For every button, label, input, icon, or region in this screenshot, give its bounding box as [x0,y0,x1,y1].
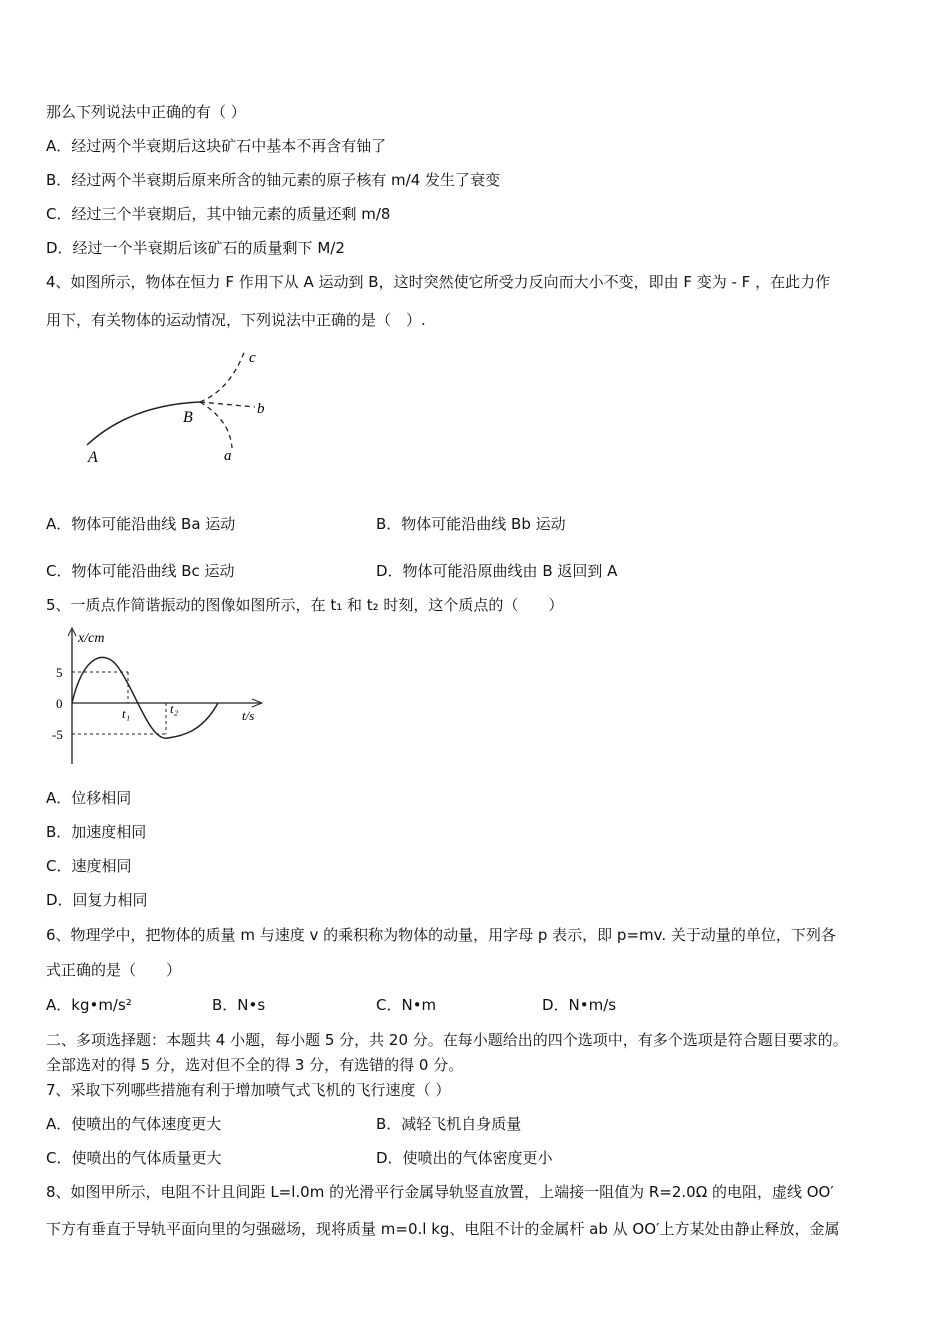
q4-option-a: A．物体可能沿曲线 Ba 运动 [46,515,236,533]
q3-option-a: A．经过两个半衰期后这块矿石中基本不再含有铀了 [46,137,387,155]
label-a-curve: a [224,448,232,464]
q6-option-b: B．N•s [212,996,266,1014]
q4-option-c: C．物体可能沿曲线 Bc 运动 [46,562,235,580]
q6-option-c: C．N•m [376,996,437,1014]
q5-option-c: C．速度相同 [46,857,132,875]
tick-t1: t₁ [122,706,131,721]
label-c-curve: c [249,350,256,366]
q7-stem: 7、采取下列哪些措施有利于增加喷气式飞机的飞行速度（ ） [46,1081,451,1099]
q3-option-c: C．经过三个半衰期后，其中铀元素的质量还剩 m/8 [46,205,391,223]
q3-option-b: B．经过两个半衰期后原来所含的铀元素的原子核有 m/4 发生了衰变 [46,171,501,189]
q6-stem-line1: 6、物理学中，把物体的质量 m 与速度 v 的乘积称为物体的动量，用字母 p 表示，即 p=mv. 关于动量的单位，下列各 [46,926,836,944]
q7-option-c: C．使喷出的气体质量更大 [46,1149,222,1167]
tick-5: 5 [56,665,63,680]
q3-stem: 那么下列说法中正确的有（ ） [46,103,246,121]
q7-option-b: B．减轻飞机自身质量 [376,1115,522,1133]
q5-option-a: A．位移相同 [46,789,132,807]
q4-stem-line2: 用下，有关物体的运动情况，下列说法中正确的是（ ）. [46,311,426,329]
label-b-point: B [183,409,193,426]
tick-0: 0 [56,696,63,711]
x-axis-label: t/s [242,708,255,723]
tick-t2: t₂ [170,701,179,716]
sine-curve [72,657,218,738]
curve-bc [200,350,245,402]
q4-option-b: B．物体可能沿曲线 Bb 运动 [376,515,566,533]
q5-oscillation-graph [50,622,280,767]
q8-stem-line1: 8、如图甲所示，电阻不计且间距 L=l.0m 的光滑平行金属导轨竖直放置，上端接一阻值为 R=2.0Ω 的电阻，虚线 OO′ [46,1183,834,1201]
q8-stem-line2: 下方有垂直于导轨平面向里的匀强磁场，现将质量 m=0.l kg、电阻不计的金属杆 ab 从 OO′上方某处由静止释放，金属 [46,1220,840,1238]
section2-instructions-line2: 全部选对的得 5 分，选对但不全的得 3 分，有选错的得 0 分。 [46,1056,464,1074]
q4-stem-line1: 4、如图所示，物体在恒力 F 作用下从 A 运动到 B，这时突然使它所受力反向而大小不变，即由 F 变为 - F ，在此力作 [46,273,831,291]
q6-stem-line2: 式正确的是（ ） [46,961,182,979]
q5-option-b: B．加速度相同 [46,823,147,841]
q4-option-d: D．物体可能沿原曲线由 B 返回到 A [376,562,618,580]
y-axis-label: x/cm [78,631,105,646]
q5-option-d: D．回复力相同 [46,891,148,909]
q6-option-d: D．N•m/s [542,996,617,1014]
curve-bb [200,402,255,407]
tick-neg5: -5 [52,727,63,742]
q6-option-a: A．kg•m/s² [46,996,132,1014]
label-a-point: A [88,449,98,466]
q5-stem: 5、一质点作简谐振动的图像如图所示，在 t₁ 和 t₂ 时刻，这个质点的（ ） [46,596,564,614]
section2-instructions-line1: 二、多项选择题：本题共 4 小题，每小题 5 分，共 20 分。在每小题给出的四个选项中，有多个选项是符合题目要求的。 [46,1031,848,1049]
q4-trajectory-figure [60,340,290,475]
q7-option-d: D．使喷出的气体密度更小 [376,1149,553,1167]
q7-option-a: A．使喷出的气体速度更大 [46,1115,222,1133]
curve-ba [200,402,232,448]
q3-option-d: D．经过一个半衰期后该矿石的质量剩下 M/2 [46,239,345,257]
label-b-curve: b [257,401,265,417]
